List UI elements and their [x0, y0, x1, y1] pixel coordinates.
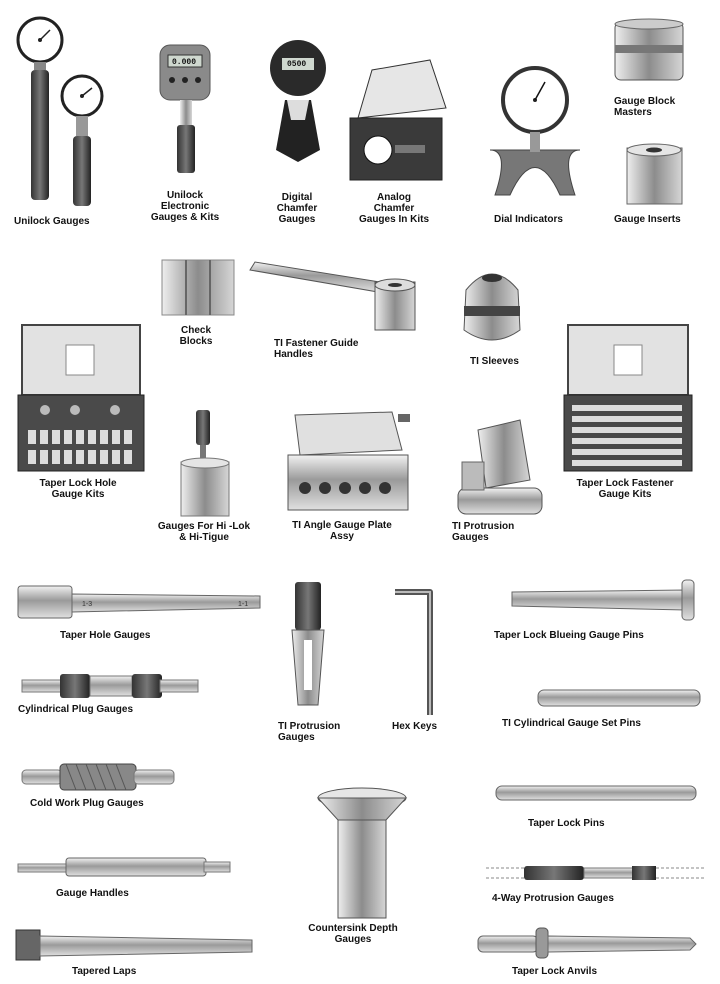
- label-line: Unilock: [166, 190, 204, 201]
- label-line: Taper Lock Hole: [39, 478, 117, 489]
- tapered-lap-image: [16, 930, 252, 960]
- label-taper-lock-blueing: Taper Lock Blueing Gauge Pins: [494, 630, 644, 641]
- ti-angle-gauge-plate-image: [288, 412, 410, 510]
- label-ti-fastener-guide: [274, 338, 358, 360]
- check-blocks-image: [162, 260, 234, 315]
- hi-lok-gauge-image: [181, 410, 229, 516]
- unilock-gauges-image: [18, 18, 102, 206]
- label-hex-keys: Hex Keys: [392, 721, 438, 732]
- label-line: Handles: [274, 349, 313, 360]
- label-gauge-inserts: Gauge Inserts: [614, 214, 681, 225]
- label-taper-lock-anvils: Taper Lock Anvils: [512, 966, 598, 977]
- ti-protrusion-gauge-2-image: [292, 582, 324, 705]
- label-line: Check: [180, 325, 211, 336]
- label-ti-angle-plate: [280, 520, 404, 542]
- label-check-blocks: [168, 325, 224, 347]
- taper-hole-mark-left: 1-3: [82, 601, 93, 608]
- label-line: Blocks: [179, 336, 213, 347]
- label-digital-chamfer: [262, 192, 332, 225]
- countersink-depth-gauge-image: [318, 788, 406, 918]
- electronic-readout: 0.000: [172, 58, 197, 67]
- label-line: TI Angle Gauge Plate: [292, 520, 392, 531]
- ti-fastener-guide-handle-image: [250, 262, 415, 330]
- label-line: Gauge Block: [614, 96, 676, 107]
- taper-hole-gauge-image: [18, 586, 260, 618]
- label-ti-protrusion-2: [278, 721, 340, 743]
- cold-work-plug-gauge-image: [22, 764, 174, 790]
- label-line: Gauge Kits: [598, 489, 652, 500]
- label-line: & Hi-Tigue: [179, 532, 229, 543]
- cylindrical-plug-gauge-image: [22, 674, 198, 698]
- label-ti-cylindrical-set-pins: TI Cylindrical Gauge Set Pins: [502, 718, 641, 729]
- label-tapered-laps: Tapered Laps: [72, 966, 137, 977]
- label-line: TI Protrusion: [452, 521, 515, 532]
- taper-lock-anvil-image: [478, 928, 696, 958]
- label-taper-lock-pins: Taper Lock Pins: [528, 818, 605, 829]
- label-line: Gauges: [278, 214, 316, 225]
- hex-key-image: [395, 592, 430, 715]
- taper-lock-hole-kit-image: [18, 325, 144, 471]
- label-line: Gauges: [278, 732, 315, 743]
- label-cold-work-plug: Cold Work Plug Gauges: [30, 798, 144, 809]
- label-line: Countersink Depth: [308, 923, 398, 934]
- label-line: Assy: [330, 531, 354, 542]
- label-line: Chamfer: [276, 203, 318, 214]
- label-line: Analog: [377, 192, 411, 203]
- gauge-block-masters-image: [615, 19, 683, 80]
- label-ti-sleeves: TI Sleeves: [470, 356, 519, 367]
- label-line: Taper Lock Fastener: [576, 478, 674, 489]
- digital-readout: 0500: [287, 60, 307, 69]
- label-line: TI Protrusion: [278, 721, 341, 732]
- label-line: Electronic: [160, 201, 210, 212]
- label-line: Digital: [281, 192, 313, 203]
- four-way-protrusion-gauge-image: [486, 866, 704, 880]
- gauge-handle-image: [18, 858, 230, 876]
- label-line: Gauges: [334, 934, 372, 945]
- label-line: Gauge Kits: [51, 489, 105, 500]
- gauge-inserts-image: [627, 144, 682, 204]
- analog-chamfer-kit-image: [350, 60, 446, 180]
- label-line: TI Fastener Guide: [274, 338, 359, 349]
- label-cylindrical-plug: Cylindrical Plug Gauges: [18, 704, 134, 715]
- label-line: Gauges: [452, 532, 489, 543]
- label-dial-indicators: Dial Indicators: [494, 214, 563, 225]
- label-line: Gauges & Kits: [150, 212, 220, 223]
- label-taper-lock-hole-kits: [22, 478, 134, 500]
- label-four-way-protrusion: 4-Way Protrusion Gauges: [492, 893, 614, 904]
- taper-lock-fastener-kit-image: [564, 325, 692, 471]
- taper-hole-mark-right: 1-1: [238, 601, 249, 608]
- label-taper-hole-gauges: Taper Hole Gauges: [60, 630, 151, 641]
- ti-sleeves-image: [464, 274, 520, 340]
- ti-protrusion-gauge-image: [458, 420, 542, 514]
- label-line: Gauges In Kits: [358, 214, 429, 225]
- label-gauge-handles: Gauge Handles: [56, 888, 129, 899]
- label-taper-lock-fastener-kits: [562, 478, 688, 500]
- label-unilock-gauges: Unilock Gauges: [14, 216, 90, 227]
- label-line: Gauges For Hi -Lok: [157, 521, 251, 532]
- dial-indicator-image: [490, 68, 580, 195]
- taper-lock-pin-image: [496, 786, 696, 800]
- label-gauge-block-masters: [614, 96, 675, 118]
- label-gauges-hi-lok: [146, 521, 262, 543]
- ti-cylindrical-set-pin-image: [538, 690, 700, 706]
- label-ti-protrusion-1: [452, 521, 514, 543]
- label-unilock-electronic: [142, 190, 228, 223]
- label-line: Masters: [614, 107, 652, 118]
- label-countersink-depth: [300, 923, 406, 945]
- label-line: Chamfer: [373, 203, 415, 214]
- label-analog-chamfer: [350, 192, 438, 225]
- taper-lock-blueing-pin-image: [512, 580, 694, 620]
